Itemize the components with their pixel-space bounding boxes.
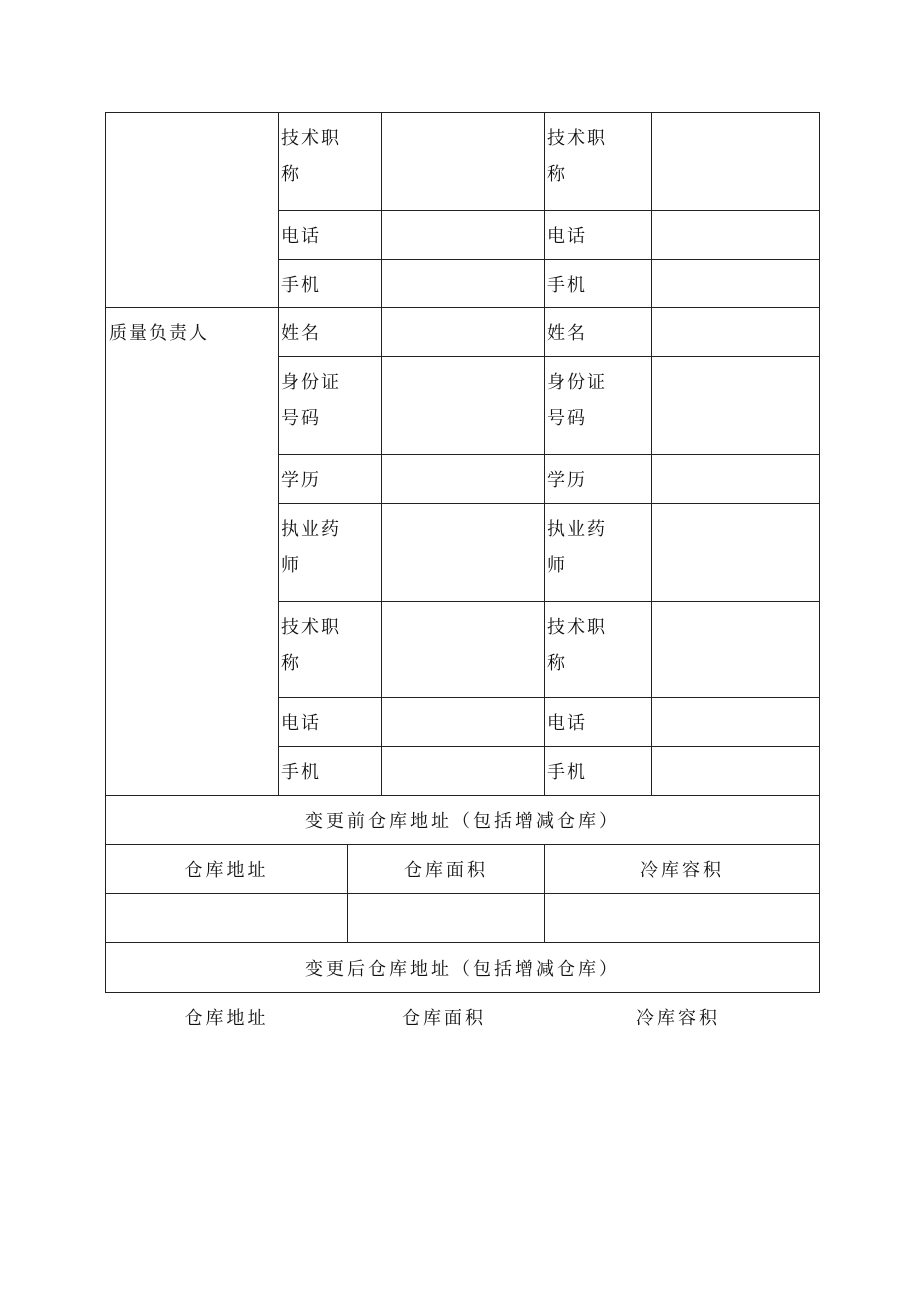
s1-row2-after-label: 手机: [544, 259, 652, 308]
s2-row6-after-label: 手机: [544, 746, 652, 796]
s2-row5-after-label: 电话: [544, 697, 652, 747]
s2-row2-after-value[interactable]: [651, 454, 820, 504]
s2-row0-before-label: 姓名: [278, 307, 382, 357]
s1-row0-before-value[interactable]: [381, 112, 545, 211]
warehouse-after-header-area: 仓库面积: [402, 1008, 486, 1029]
s1-row1-before-value[interactable]: [381, 210, 545, 260]
s2-row5-before-label: 电话: [278, 697, 382, 747]
s1-row2-before-value[interactable]: [381, 259, 545, 308]
s2-row1-before-label: 身份证 号码: [278, 356, 382, 455]
s2-row6-after-value[interactable]: [651, 746, 820, 796]
s1-row0-before-label: 技术职 称: [278, 112, 382, 211]
warehouse-after-header-cold-storage: 冷库容积: [636, 1008, 720, 1029]
s2-row6-before-value[interactable]: [381, 746, 545, 796]
s2-row0-before-value[interactable]: [381, 307, 545, 357]
s2-row5-after-value[interactable]: [651, 697, 820, 747]
s2-row2-after-label: 学历: [544, 454, 652, 504]
s2-row1-after-label: 身份证 号码: [544, 356, 652, 455]
s1-row1-after-label: 电话: [544, 210, 652, 260]
s2-row3-before-value[interactable]: [381, 503, 545, 602]
s2-row3-after-value[interactable]: [651, 503, 820, 602]
warehouse-before-header-area: 仓库面积: [347, 844, 545, 894]
s1-row2-before-label: 手机: [278, 259, 382, 308]
s2-row0-after-value[interactable]: [651, 307, 820, 357]
s2-row1-before-value[interactable]: [381, 356, 545, 455]
warehouse-before-header-cold-storage: 冷库容积: [544, 844, 820, 894]
warehouse-before-cold-storage-value[interactable]: [544, 893, 820, 943]
s1-row2-after-value[interactable]: [651, 259, 820, 308]
s2-row4-before-label: 技术职 称: [278, 601, 382, 698]
s2-row5-before-value[interactable]: [381, 697, 545, 747]
warehouse-before-title: 变更前仓库地址（包括增减仓库）: [105, 795, 820, 845]
warehouse-before-address-value[interactable]: [105, 893, 348, 943]
quality-manager-label: 质量负责人: [109, 323, 209, 344]
warehouse-before-header-address: 仓库地址: [105, 844, 348, 894]
s2-row4-after-label: 技术职 称: [544, 601, 652, 698]
s2-row4-after-value[interactable]: [651, 601, 820, 698]
s1-row1-before-label: 电话: [278, 210, 382, 260]
s2-row0-after-label: 姓名: [544, 307, 652, 357]
warehouse-before-area-value[interactable]: [347, 893, 545, 943]
quality-manager-group-cell: [105, 307, 279, 796]
s2-row2-before-value[interactable]: [381, 454, 545, 504]
s2-row4-before-value[interactable]: [381, 601, 545, 698]
s2-row2-before-label: 学历: [278, 454, 382, 504]
s2-row1-after-value[interactable]: [651, 356, 820, 455]
s2-row6-before-label: 手机: [278, 746, 382, 796]
s1-row0-after-value[interactable]: [651, 112, 820, 211]
s2-row3-before-label: 执业药 师: [278, 503, 382, 602]
s1-row0-after-label: 技术职 称: [544, 112, 652, 211]
warehouse-after-title: 变更后仓库地址（包括增减仓库）: [105, 942, 820, 993]
section1-group-cell: [105, 112, 279, 308]
warehouse-after-header-address: 仓库地址: [184, 1008, 269, 1029]
s1-row1-after-value[interactable]: [651, 210, 820, 260]
s2-row3-after-label: 执业药 师: [544, 503, 652, 602]
